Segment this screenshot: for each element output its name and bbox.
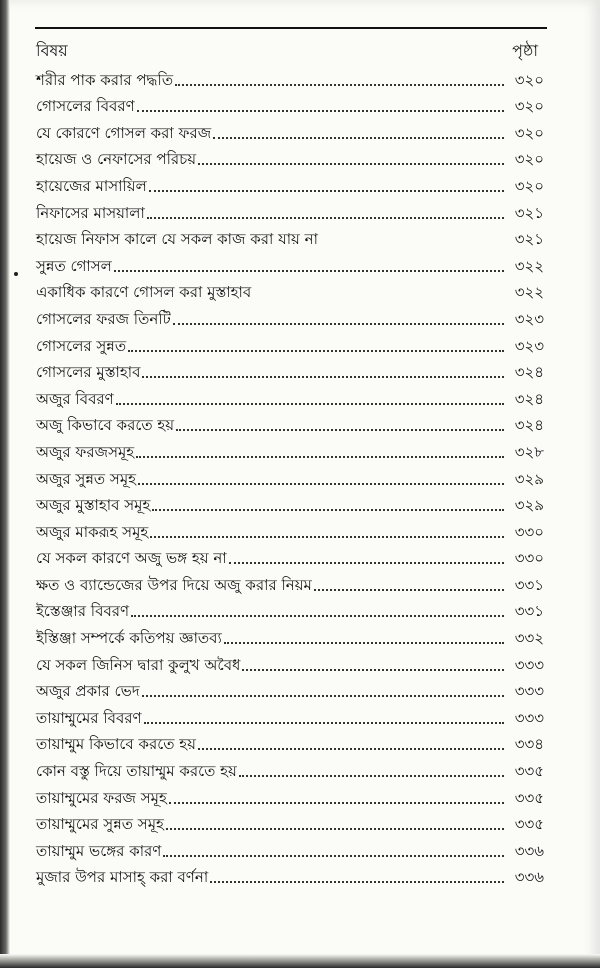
toc-leader-dots — [138, 482, 504, 485]
toc-leader-dots — [229, 561, 504, 564]
toc-entry-title: সুন্নত গোসল — [36, 256, 112, 275]
toc-leader-dots — [213, 136, 504, 139]
toc-row — [36, 782, 544, 809]
toc-leader-dots — [210, 880, 504, 883]
toc-entry-title: নিফাসের মাসয়ালা — [36, 203, 145, 222]
toc-row — [36, 383, 544, 410]
toc-leader-dots — [136, 455, 504, 458]
toc-row — [36, 596, 544, 623]
toc-entry-title: ইস্তিঞ্জা সম্পর্কে কতিপয় জ্ঞাতব্য — [36, 629, 222, 648]
toc-entry-title: কোন বস্তু দিয়ে তায়াম্মুম করতে হয় — [36, 762, 237, 781]
toc-row — [36, 357, 544, 384]
toc-row — [36, 303, 544, 330]
toc-page-number: ৩২০ — [514, 97, 544, 116]
toc-row — [36, 809, 544, 836]
toc-entry-title: হায়েজের মাসায়িল — [36, 176, 147, 195]
toc-leader-dots — [314, 588, 504, 591]
toc-entry-title: অজুর সুন্নত সমূহ — [36, 469, 137, 488]
toc-leader-dots — [131, 614, 504, 617]
toc-leader-dots — [253, 297, 504, 298]
toc-entry-title: মুজার উপর মাসাহ্ করা বর্ণনা — [36, 868, 209, 887]
toc-entry-title: শরীর পাক করার পদ্ধতি — [36, 70, 174, 89]
toc-row — [36, 755, 544, 782]
toc-leader-dots — [320, 244, 504, 245]
toc-page-number: ৩৩২ — [514, 629, 544, 648]
toc-entry-title: যে সকল কারণে অজু ভঙ্গ হয় না — [36, 549, 227, 568]
toc-leader-dots — [147, 216, 504, 219]
toc-page-number: ৩২০ — [514, 176, 544, 195]
toc-entry-title: অজুর মাকরূহ সমূহ — [36, 522, 149, 541]
toc-entry-title: অজুর প্রকার ভেদ — [36, 682, 140, 701]
toc-leader-dots — [173, 322, 504, 325]
toc-page-number: ৩২৯ — [514, 469, 544, 488]
toc-entry-title: ইস্তেঞ্জার বিবরণ — [36, 602, 130, 621]
toc-page-number: ৩২২ — [514, 283, 544, 302]
toc-entry-title: একাধিক কারণে গোসল করা মুস্তাহাব — [36, 283, 252, 302]
toc-leader-dots — [166, 827, 504, 830]
toc-leader-dots — [176, 428, 504, 431]
toc-leader-dots — [137, 109, 504, 112]
margin-mark — [14, 272, 18, 276]
toc-header — [36, 38, 538, 62]
toc-page-number: ৩৩১ — [514, 575, 544, 594]
toc-row — [36, 197, 544, 224]
page-bottom-edge — [0, 954, 600, 968]
toc-leader-dots — [242, 668, 504, 671]
toc-page-number: ৩৩৩ — [514, 708, 544, 727]
toc-leader-dots — [198, 747, 504, 750]
toc-entry-title: তায়াম্মুম ভঙ্গের কারণ — [36, 841, 162, 860]
toc-entry-title: তায়াম্মুমের বিবরণ — [36, 708, 142, 727]
toc-row — [36, 224, 544, 251]
toc-leader-dots — [198, 162, 504, 165]
toc-page-number: ৩২৪ — [514, 363, 544, 382]
toc-row — [36, 91, 544, 118]
toc-entry-title: যে সকল জিনিস দ্বারা কুলুখ অবৈধ — [36, 655, 241, 674]
toc-page-number: ৩২২ — [514, 256, 544, 275]
toc-row — [36, 543, 544, 570]
toc-row — [36, 516, 544, 543]
toc-entry-title: ক্ষত ও ব্যান্ডেজের উপর দিয়ে অজু করার নিয়ম — [36, 575, 312, 594]
toc-row — [36, 250, 544, 277]
toc-page-number: ৩২৯ — [514, 496, 544, 515]
toc-leader-dots — [152, 508, 504, 511]
toc-row — [36, 64, 544, 91]
toc-leader-dots — [142, 375, 504, 378]
toc-page-number: ৩৩৫ — [514, 762, 544, 781]
toc-entry-title: তায়াম্মুমের সুন্নত সমূহ — [36, 815, 164, 834]
toc-row — [36, 436, 544, 463]
toc-leader-dots — [150, 535, 504, 538]
toc-leader-dots — [149, 189, 504, 192]
toc-page-number: ৩৩৫ — [514, 788, 544, 807]
toc-row — [36, 729, 544, 756]
toc-row — [36, 330, 544, 357]
toc-row — [36, 862, 544, 889]
toc-row — [36, 676, 544, 703]
toc-page-number: ৩২৩ — [514, 336, 544, 355]
subject-heading: বিষয় — [36, 41, 68, 60]
toc-page-number: ৩২১ — [514, 203, 544, 222]
toc-row — [36, 170, 544, 197]
page-heading: পৃষ্ঠা — [512, 41, 538, 60]
toc-leader-dots — [224, 641, 504, 644]
toc-row — [36, 490, 544, 517]
toc-entry-title: গোসলের বিবরণ — [36, 97, 135, 116]
toc-row — [36, 835, 544, 862]
toc-row — [36, 117, 544, 144]
toc-row — [36, 410, 544, 437]
toc-page-number: ৩৩৬ — [514, 868, 544, 887]
toc-leader-dots — [169, 801, 504, 804]
toc-entry-title: গোসলের সুন্নত — [36, 336, 127, 355]
toc-page-number: ৩২১ — [514, 230, 544, 249]
toc-entry-title: তায়াম্মুম কিভাবে করতে হয় — [36, 735, 196, 754]
toc-page-number: ৩৩০ — [514, 522, 544, 541]
toc-entry-title: গোসলের মুস্তাহাব — [36, 363, 141, 382]
toc-entry-title: অজুর মুস্তাহাব সমূহ — [36, 496, 151, 515]
toc-page-number: ৩২৩ — [514, 309, 544, 328]
toc-page-number: ৩২০ — [514, 70, 544, 89]
toc-leader-dots — [128, 349, 504, 352]
toc-entry-title: অজুর ফরজসমূহ — [36, 442, 135, 461]
toc-leader-dots — [114, 269, 504, 272]
toc-entry-title: হায়েজ ও নেফাসের পরিচয় — [36, 150, 197, 169]
top-rule — [35, 27, 547, 29]
toc-entry-title: অজুর বিবরণ — [36, 389, 114, 408]
toc-entry-title: গোসলের ফরজ তিনটি — [36, 309, 171, 328]
toc-row — [36, 277, 544, 304]
page-left-edge — [0, 0, 10, 968]
toc-page-number: ৩৩৫ — [514, 815, 544, 834]
toc-entry-title: তায়াম্মুমের ফরজ সমূহ — [36, 788, 167, 807]
toc-row — [36, 144, 544, 171]
toc-page-number: ৩৩১ — [514, 602, 544, 621]
toc-page-number: ৩২৮ — [514, 442, 544, 461]
toc-row — [36, 622, 544, 649]
toc-leader-dots — [175, 83, 504, 86]
toc-page-number: ৩২৪ — [514, 389, 544, 408]
toc-entry-title: হায়েজ নিফাস কালে যে সকল কাজ করা যায় না — [36, 230, 318, 249]
toc-page-number: ৩৩৬ — [514, 841, 544, 860]
toc-row — [36, 569, 544, 596]
toc-page-number: ৩৩৪ — [514, 735, 544, 754]
toc-leader-dots — [142, 694, 504, 697]
toc-leader-dots — [144, 721, 504, 724]
toc-leader-dots — [163, 854, 504, 857]
toc-page-number: ৩৩৩ — [514, 682, 544, 701]
toc-row — [36, 702, 544, 729]
toc-page-number: ৩৩৩ — [514, 655, 544, 674]
toc-list — [36, 64, 544, 888]
toc-row — [36, 463, 544, 490]
toc-entry-title: যে কোরণে গোসল করা ফরজ — [36, 123, 212, 142]
toc-page-number: ৩২০ — [514, 123, 544, 142]
toc-leader-dots — [116, 402, 504, 405]
toc-page-number: ৩২০ — [514, 150, 544, 169]
toc-entry-title: অজু কিভাবে করতে হয় — [36, 416, 175, 435]
toc-leader-dots — [239, 774, 504, 777]
toc-page-number: ৩২৪ — [514, 416, 544, 435]
toc-page-number: ৩৩০ — [514, 549, 544, 568]
toc-row — [36, 649, 544, 676]
